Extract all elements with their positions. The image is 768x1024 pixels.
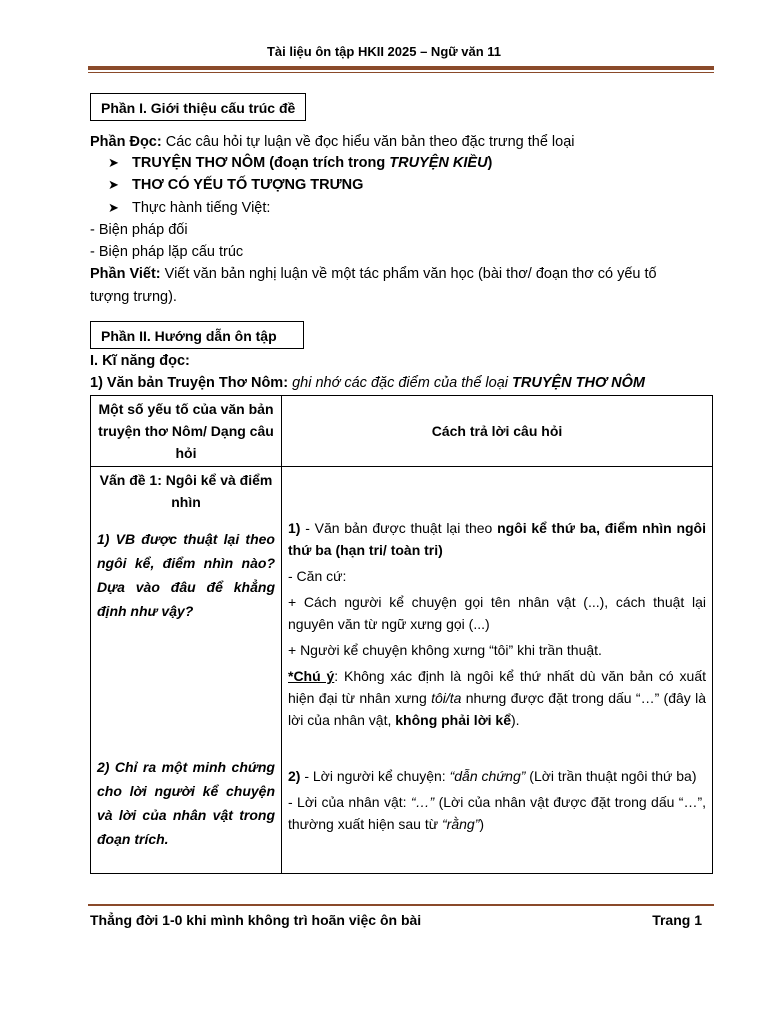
subsection-heading [90, 373, 645, 393]
table-header-right: Cách trả lời câu hỏi [282, 396, 713, 467]
part2-heading: Phần II. Hướng dẫn ôn tập [90, 321, 304, 349]
subsection-note: ghi nhớ các đặc điểm của thể loại [292, 375, 513, 391]
arrow-bullet-icon: ➤ [108, 200, 119, 215]
writing-label: Phần Viết: [90, 266, 161, 282]
question-1: 1) VB được thuật lại theo ngôi kể, điểm nhìn nào? Dựa vào đâu để khẳng định như vậy? [97, 531, 275, 619]
answer-2-line-1: 2) - Lời người kể chuyện: “dẫn chứng” (Lời trần thuật ngôi thứ ba) [288, 768, 697, 784]
issue-title: Vấn đề 1: Ngôi kể và điểm nhìn [99, 472, 273, 510]
table-row [91, 467, 713, 874]
footer-motto: Thẳng đời 1-0 khi mình không trì hoãn việc ôn bài [90, 912, 422, 928]
page-number: Trang 1 [652, 912, 702, 928]
bullet-item-3 [108, 197, 270, 219]
question-cell [91, 467, 282, 874]
reading-text: Các câu hỏi tự luận về đọc hiểu văn bản theo đặc trưng thể loại [161, 134, 575, 150]
dash-item-1: - Biện pháp đối [90, 222, 188, 238]
bullet-item-1 [108, 152, 492, 174]
bullet1-text: TRUYỆN THƠ NÔM (đoạn trích trong [132, 155, 390, 171]
header-rule-thin [88, 72, 714, 73]
bullet-item-2 [108, 174, 363, 196]
review-table [90, 395, 713, 874]
question-2: 2) Chỉ ra một minh chứng cho lời người kể chuyện và lời của nhân vật trong đoạn trích. [97, 759, 275, 847]
reading-skill-heading: I. Kĩ năng đọc: [90, 353, 190, 369]
answer-1-line-2: - Căn cứ: [288, 568, 347, 584]
answer-1-line-1: 1) - Văn bản được thuật lại theo ngôi kể thứ ba, điểm nhìn ngôi thứ ba (hạn tri/ toàn tri) [288, 520, 707, 558]
subsection-genre: TRUYỆN THƠ NÔM [512, 375, 645, 391]
bullet2-text: THƠ CÓ YẾU TỐ TƯỢNG TRƯNG [132, 177, 364, 193]
table-header-left: Một số yếu tố của văn bản truyện thơ Nôm/ Dạng câu hỏi [91, 396, 282, 467]
bullet3-text: Thực hành tiếng Việt: [132, 200, 271, 216]
table-header-row [91, 396, 713, 467]
arrow-bullet-icon: ➤ [108, 155, 119, 170]
reading-label: Phần Đọc: [90, 134, 162, 150]
answer-1-line-4: + Người kể chuyện không xưng “tôi” khi trần thuật. [288, 642, 602, 658]
answer-2-line-2: - Lời của nhân vật: “…” (Lời của nhân vật được đặt trong dấu “…”, thường xuất hiện sau từ “rằng”) [288, 794, 706, 832]
footer-rule [88, 904, 714, 906]
document-header-title: Tài liệu ôn tập HKII 2025 – Ngữ văn 11 [266, 44, 502, 59]
part1-heading: Phần I. Giới thiệu cấu trúc đề [90, 93, 306, 121]
writing-section-line [90, 264, 657, 284]
writing-text-1: Viết văn bản nghị luận về một tác phẩm văn học (bài thơ/ đoạn thơ có yếu tố [160, 266, 657, 282]
reading-section-line [90, 132, 575, 152]
subsection-label: 1) Văn bản Truyện Thơ Nôm: [90, 375, 293, 391]
arrow-bullet-icon: ➤ [108, 177, 119, 192]
writing-text-2: tượng trưng). [90, 289, 177, 305]
bullet1-end: ) [487, 155, 493, 171]
dash-item-2: - Biện pháp lặp cấu trúc [90, 244, 244, 260]
header-rule-thick [88, 66, 714, 70]
answer-1-note: *Chú ý: Không xác định là ngôi kể thứ nhất dù văn bản có xuất hiện đại từ nhân xưng tôi/ta nhưng được đặt trong dấu “…” (đây là lời của nhân vật, không phải lời kể). [288, 668, 707, 728]
answer-1-line-3: + Cách người kể chuyện gọi tên nhân vật (...), cách thuật lại nguyên văn từ ngữ xưng gọi (...) [288, 594, 706, 632]
bullet1-italic: TRUYỆN KIỀU [389, 155, 488, 171]
answer-cell [282, 467, 713, 874]
